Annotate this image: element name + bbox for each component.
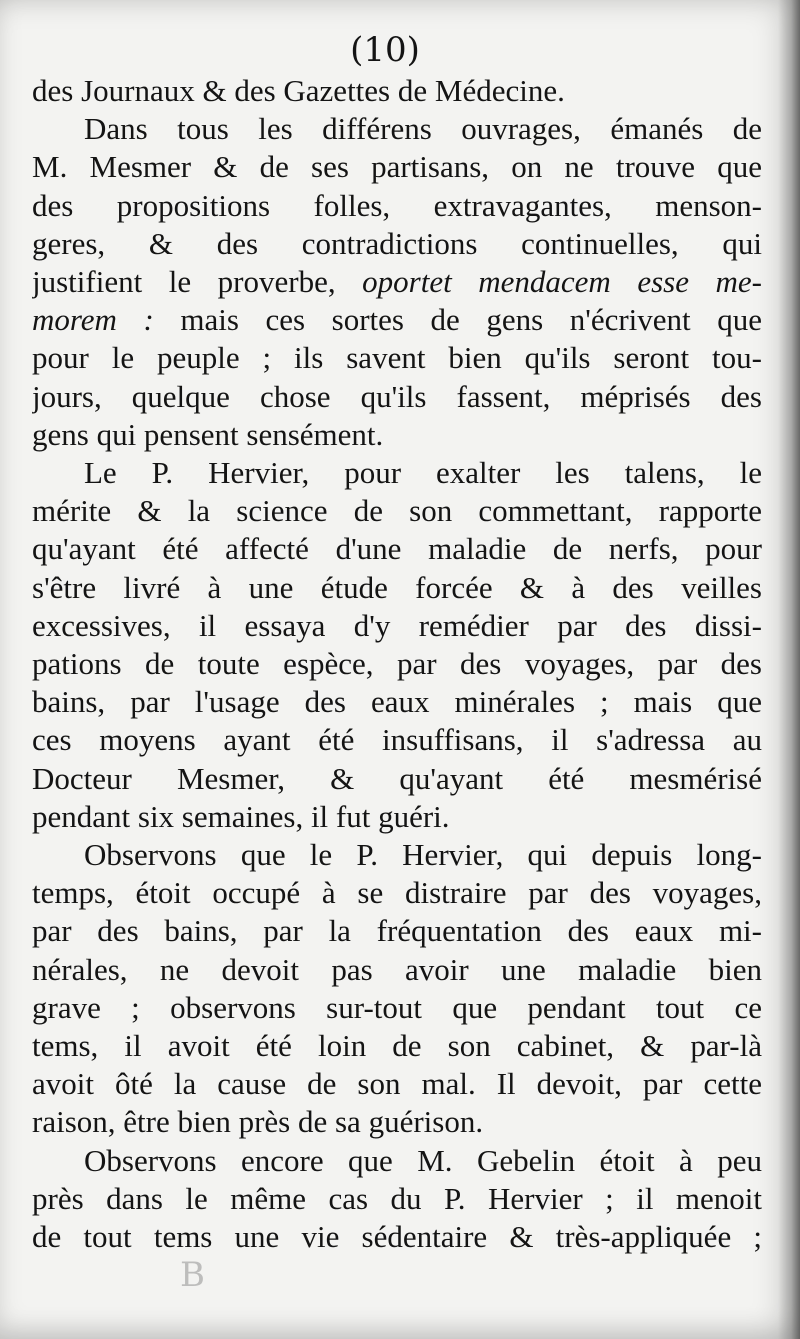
text-line: Docteur Mesmer, & qu'ayant été mesmérisé <box>32 760 762 796</box>
text-line: nérales, ne devoit pas avoir une maladie bien <box>32 951 762 987</box>
text-line: pendant six semaines, il fut guéri. <box>32 798 450 834</box>
text-line <box>32 263 762 301</box>
text-line: excessives, il essaya d'y remédier par des dissi- <box>32 607 762 643</box>
text-line: M. Mesmer & de ses partisans, on ne trouve que <box>32 149 762 185</box>
body-text <box>32 72 762 1256</box>
text-line: des Journaux & des Gazettes de Médecine. <box>32 73 565 108</box>
text-line: près dans le même cas du P. Hervier ; il menoit <box>32 1180 762 1216</box>
text-line: geres, & des contradictions continuelles, qui <box>32 225 762 261</box>
latin-proverb: oportet mendacem esse me- <box>362 264 762 300</box>
text-line: raison, être bien près de sa guérison. <box>32 1104 484 1140</box>
text-line: pour le peuple ; ils savent bien qu'ils seront tou- <box>32 340 762 376</box>
text-line: pations de toute espèce, par des voyages, par des <box>32 646 762 682</box>
text-segment: justifient le proverbe, <box>32 264 363 300</box>
text-line: mérite & la science de son commettant, rapporte <box>32 493 762 529</box>
text-line <box>32 301 762 339</box>
text-line: Observons encore que M. Gebelin étoit à peu <box>84 1142 762 1178</box>
text-line: gens qui pensent sensément. <box>32 416 384 452</box>
text-line: Le P. Hervier, pour exalter les talens, le <box>84 455 762 491</box>
text-line: bains, par l'usage des eaux minérales ; mais que <box>32 684 762 720</box>
latin-proverb-end: morem : <box>32 302 154 338</box>
text-segment: mais ces sortes de gens n'écrivent que <box>153 302 762 338</box>
text-line: temps, étoit occupé à se distraire par des voyages, <box>32 875 762 911</box>
text-line: tems, il avoit été loin de son cabinet, & par-là <box>32 1028 762 1064</box>
text-line: avoit ôté la cause de son mal. Il devoit, par cette <box>32 1066 762 1102</box>
signature-mark: B <box>180 1255 205 1295</box>
text-line: des propositions folles, extravagantes, menson- <box>32 187 762 223</box>
text-line: par des bains, par la fréquentation des eaux mi- <box>32 913 762 949</box>
text-line: Dans tous les différens ouvrages, émanés de <box>84 111 762 147</box>
text-line: Observons que le P. Hervier, qui depuis long- <box>84 837 762 873</box>
page-edge-shadow <box>778 0 800 1339</box>
page-number: (10) <box>350 30 420 70</box>
text-line: grave ; observons sur-tout que pendant tout ce <box>32 989 762 1025</box>
text-line: de tout tems une vie sédentaire & très-appliquée ; <box>32 1219 762 1255</box>
text-line: jours, quelque chose qu'ils fassent, méprisés des <box>32 378 762 414</box>
text-line: ces moyens ayant été insuffisans, il s'adressa au <box>32 722 762 758</box>
text-line: s'être livré à une étude forcée & à des veilles <box>32 569 762 605</box>
text-line: qu'ayant été affecté d'une maladie de nerfs, pour <box>32 531 762 567</box>
